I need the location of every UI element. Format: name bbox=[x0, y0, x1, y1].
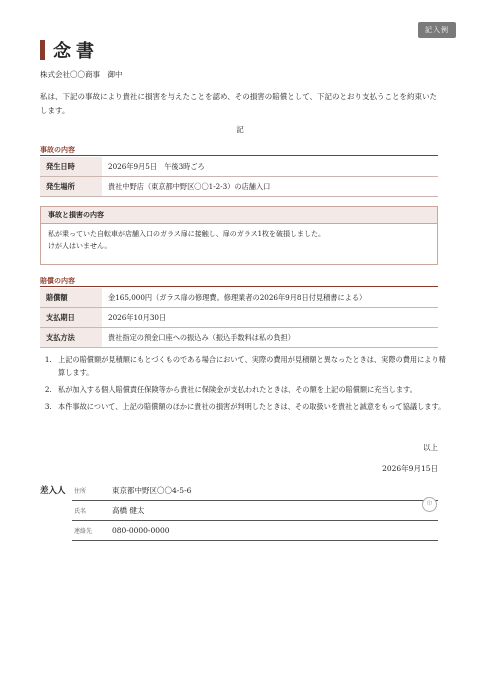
document-title: 念書 bbox=[53, 41, 99, 62]
sender-key: 連絡先 bbox=[72, 521, 111, 541]
sender-key: 住所 bbox=[72, 481, 111, 501]
damage-line: 私が乗っていた自転車が店舗入口のガラス扉に接触し、扉のガラス1枚を破損しました。 bbox=[48, 230, 326, 238]
sender-value: 高橋 健太 bbox=[111, 501, 438, 521]
compensation-section-rule bbox=[40, 286, 438, 287]
document-date: 2026年9月15日 bbox=[382, 464, 438, 473]
note-item: 3. 本件事故について、上記の賠償額のほかに貴社の損害が判明したときは、その取扱いを貴社と誠意をもって協議します。 bbox=[54, 400, 450, 413]
compensation-key: 支払期日 bbox=[40, 308, 102, 328]
table-row bbox=[72, 521, 438, 541]
ki-marker: 記 bbox=[236, 125, 244, 134]
compensation-key: 賠償額 bbox=[40, 288, 102, 308]
table-row bbox=[40, 288, 438, 308]
table-row bbox=[72, 481, 438, 501]
incident-section-rule bbox=[40, 155, 438, 156]
seal-mark: 印 bbox=[422, 497, 437, 512]
note-item: 2. 私が加入する個人賠償責任保険等から貴社に保険金が支払われたときは、その額を上記の賠償額に充当します。 bbox=[54, 383, 450, 396]
compensation-section-label: 賠償の内容 bbox=[40, 276, 75, 285]
sender-key: 氏名 bbox=[72, 501, 111, 521]
compensation-table bbox=[40, 288, 438, 348]
compensation-key: 支払方法 bbox=[40, 328, 102, 348]
note-item: 1. 上記の賠償額が見積額にもとづくものである場合において、実際の費用が見積額と異なったときは、実際の費用により精算します。 bbox=[54, 353, 450, 379]
incident-key: 発生日時 bbox=[40, 157, 102, 177]
damage-heading: 事故と損害の内容 bbox=[41, 207, 437, 224]
table-row bbox=[72, 501, 438, 521]
table-row bbox=[40, 157, 438, 177]
table-row bbox=[40, 177, 438, 197]
sender-label: 差入人 bbox=[40, 486, 66, 496]
title-block bbox=[40, 37, 99, 63]
sender-value: 080-0000-0000 bbox=[111, 521, 438, 541]
damage-line: けが人はいません。 bbox=[48, 242, 112, 250]
table-row bbox=[40, 328, 438, 348]
incident-value: 貴社中野店（東京都中野区〇〇1-2-3）の店舗入口 bbox=[102, 177, 438, 197]
incident-table bbox=[40, 157, 438, 197]
compensation-value: 貴社指定の預金口座への振込み（振込手数料は私の負担） bbox=[102, 328, 438, 348]
notes-list bbox=[40, 353, 450, 417]
incident-value: 2026年9月5日 午後3時ごろ bbox=[102, 157, 438, 177]
addressee: 株式会社〇〇商事 御中 bbox=[40, 70, 123, 79]
sample-badge: 記入例 bbox=[418, 22, 456, 38]
intro-paragraph: 私は、下記の事故により貴社に損害を与えたことを認め、その損害の賠償として、下記のとおり支払うことを約束いたします。 bbox=[40, 92, 438, 115]
damage-detail-box bbox=[40, 206, 438, 265]
title-accent-bar bbox=[40, 40, 45, 60]
table-row bbox=[40, 308, 438, 328]
compensation-value: 2026年10月30日 bbox=[102, 308, 438, 328]
incident-key: 発生場所 bbox=[40, 177, 102, 197]
sender-value: 東京都中野区〇〇4-5-6 bbox=[111, 481, 438, 501]
closing-mark: 以上 bbox=[423, 443, 438, 452]
incident-section-label: 事故の内容 bbox=[40, 145, 75, 154]
sender-table bbox=[72, 481, 438, 541]
compensation-value: 金165,000円（ガラス扉の修理費。修理業者の2026年9月8日付見積書による） bbox=[102, 288, 438, 308]
